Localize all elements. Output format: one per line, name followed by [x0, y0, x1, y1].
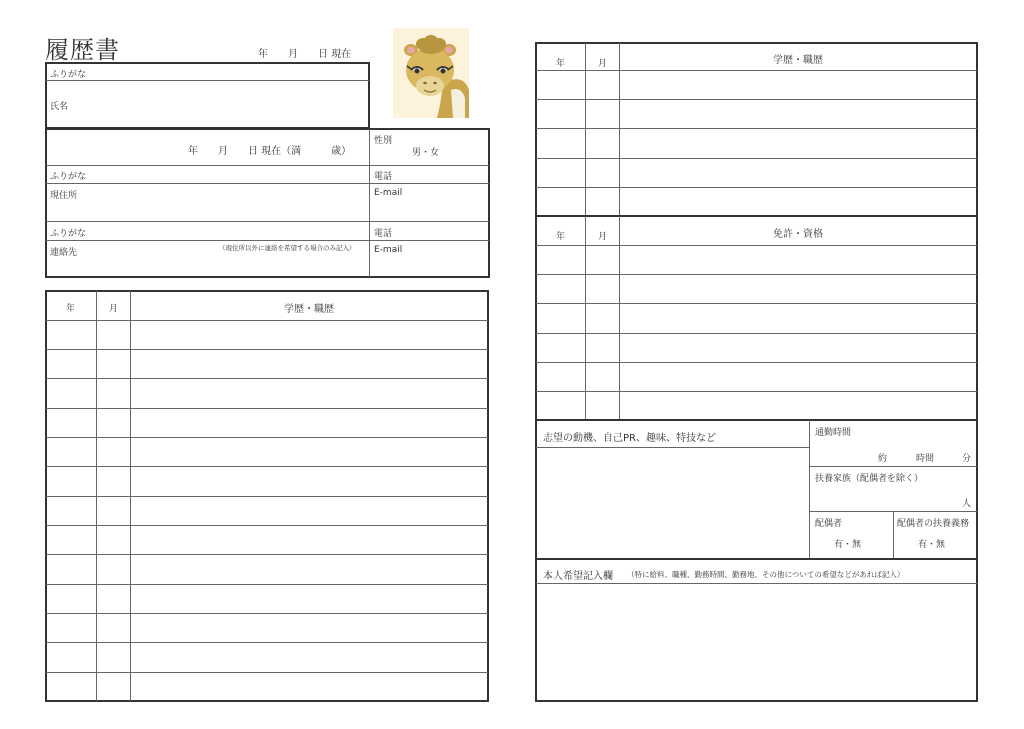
- gender-label: 性別: [374, 136, 393, 146]
- phone-label: 電話: [374, 172, 393, 182]
- furigana-label: ふりがな: [50, 70, 87, 80]
- commute-about: 約: [878, 454, 888, 464]
- history-left-year-header: 年: [66, 304, 76, 314]
- licenses-year-header: 年: [556, 232, 566, 242]
- date-line: 年 月 日 現在: [258, 49, 352, 60]
- email-label: E-mail: [374, 188, 403, 198]
- name-block: [45, 62, 370, 129]
- phone-label-2: 電話: [374, 229, 393, 239]
- spouse-support-label: 配偶者の扶養義務: [897, 519, 970, 529]
- history-right-year-header: 年: [556, 59, 566, 69]
- commute-label: 通勤時間: [815, 428, 852, 438]
- address-label: 現住所: [50, 191, 78, 201]
- name-label: 氏名: [50, 102, 69, 112]
- commute-minutes: 分: [962, 454, 972, 464]
- page-title: 履歴書: [45, 36, 120, 64]
- birth-date-line: 年 月 日 現在（満 歳）: [188, 146, 352, 157]
- history-right-month-header: 月: [598, 59, 608, 69]
- wishes-note: （特に給料、職種、勤務時間、勤務地、その他についての希望などがあれば記入）: [627, 570, 905, 579]
- dependents-label: 扶養家族（配偶者を除く）: [815, 474, 924, 484]
- contact-label: 連絡先: [50, 248, 78, 258]
- history-right-title: 学歴・職歴: [773, 55, 823, 66]
- commute-hours: 時間: [916, 454, 935, 464]
- wishes-title: 本人希望記入欄: [543, 571, 613, 582]
- licenses-title: 免許・資格: [773, 229, 823, 240]
- furigana-address-label: ふりがな: [50, 172, 87, 182]
- motivation-title: 志望の動機、自己PR、趣味、特技など: [543, 433, 716, 444]
- gender-options: 男・女: [412, 148, 440, 158]
- licenses-month-header: 月: [598, 232, 608, 242]
- email-label-2: E-mail: [374, 245, 403, 255]
- camel-icon: [393, 28, 469, 118]
- dependents-unit: 人: [962, 499, 972, 509]
- spouse-label: 配偶者: [815, 519, 843, 529]
- history-left-month-header: 月: [109, 304, 119, 314]
- spouse-support-options: 有・無: [918, 540, 946, 550]
- furigana-contact-label: ふりがな: [50, 229, 87, 239]
- photo-area: [393, 28, 469, 118]
- spouse-options: 有・無: [834, 540, 862, 550]
- history-left-title: 学歴・職歴: [284, 304, 334, 315]
- contact-note: （現住所以外に連絡を希望する場合のみ記入）: [219, 244, 356, 252]
